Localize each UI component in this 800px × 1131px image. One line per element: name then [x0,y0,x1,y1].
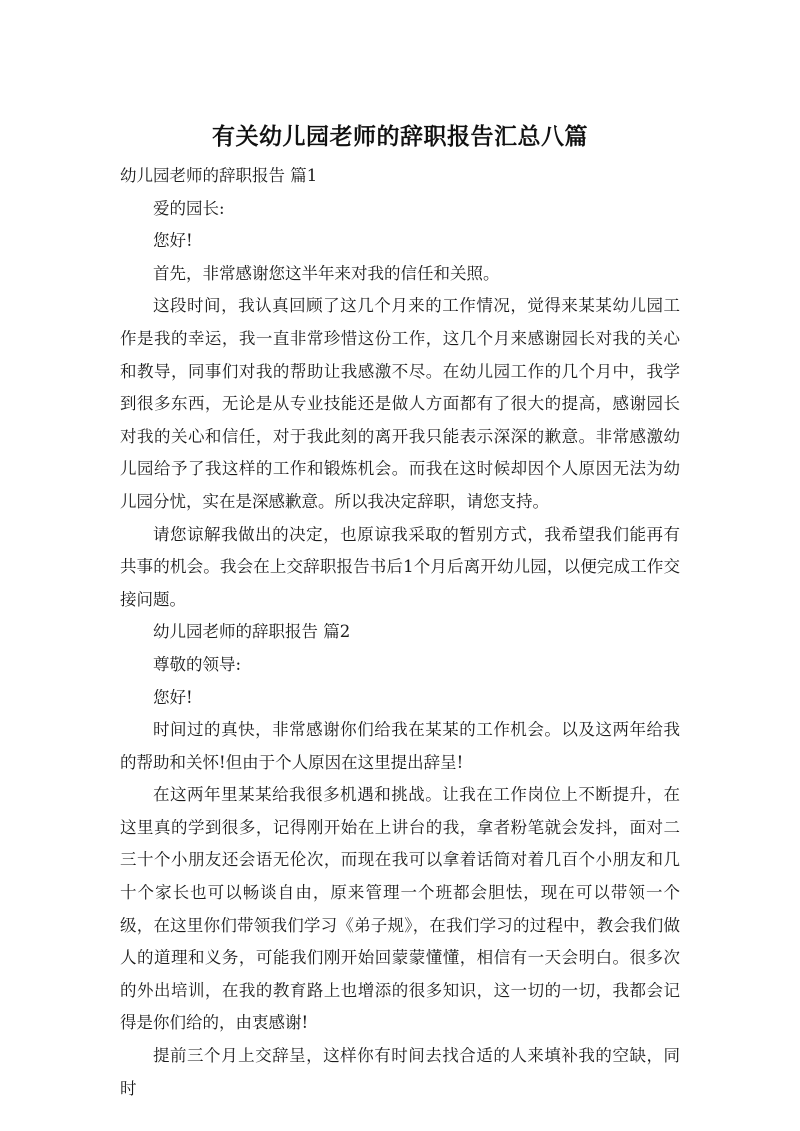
paragraph: 这段时间，我认真回顾了这几个月来的工作情况，觉得来某某幼儿园工作是我的幸运，我一直非常珍惜这份工作，这几个月来感谢园长对我的关心和教导，同事们对我的帮助让我感激不尽。在幼儿园工作的几个月中，我学到很多东西，无论是从专业技能还是做人方面都有了很大的提高，感谢园长对我的关心和信任，对于我此刻的离开我只能表示深深的歉意。非常感激幼儿园给予了我这样的工作和锻炼机会。而我在这时候却因个人原因无法为幼儿园分忧，实在是深感歉意。所以我决定辞职，请您支持。 [120,296,680,511]
document-body [120,160,680,1105]
section-heading-2: 幼儿园老师的辞职报告 篇2 [153,622,351,642]
document-title: 有关幼儿园老师的辞职报告汇总八篇 [212,124,588,150]
greeting-1: 您好! [153,231,193,251]
paragraph: 在这两年里某某给我很多机遇和挑战。让我在工作岗位上不断提升，在这里真的学到很多，记得刚开始在上讲台的我，拿者粉笔就会发抖，面对二三十个小朋友还会语无伦次，而现在我可以拿着话筒对着几百个小朋友和几十个家长也可以畅谈自由，原来管理一个班都会胆怯，现在可以带领一个级，在这里你们带领我们学习《弟子规》，在我们学习的过程中，教会我们做人的道理和义务，可能我们刚开始回蒙蒙懂懂，相信有一天会明白。很多次的外出培训，在我的教育路上也增添的很多知识，这一切的一切，我都会记得是你们给的，由衷感谢! [120,785,680,1033]
section-heading-1: 幼儿园老师的辞职报告 篇1 [120,166,318,185]
paragraph: 提前三个月上交辞呈，这样你有时间去找合适的人来填补我的空缺，同时 [120,1046,680,1098]
salutation-2: 尊敬的领导: [153,654,242,674]
greeting-2: 您好! [153,687,193,707]
paragraph: 请您谅解我做出的决定，也原谅我采取的暂别方式，我希望我们能再有共事的机会。我会在上交辞职报告书后1个月后离开幼儿园，以便完成工作交接问题。 [120,524,680,609]
salutation-1: 爱的园长: [153,198,225,218]
paragraph: 首先，非常感谢您这半年来对我的信任和关照。 [153,263,500,283]
paragraph: 时间过的真快，非常感谢你们给我在某某的工作机会。以及这两年给我的帮助和关怀!但由于个人原因在这里提出辞呈! [120,720,680,772]
